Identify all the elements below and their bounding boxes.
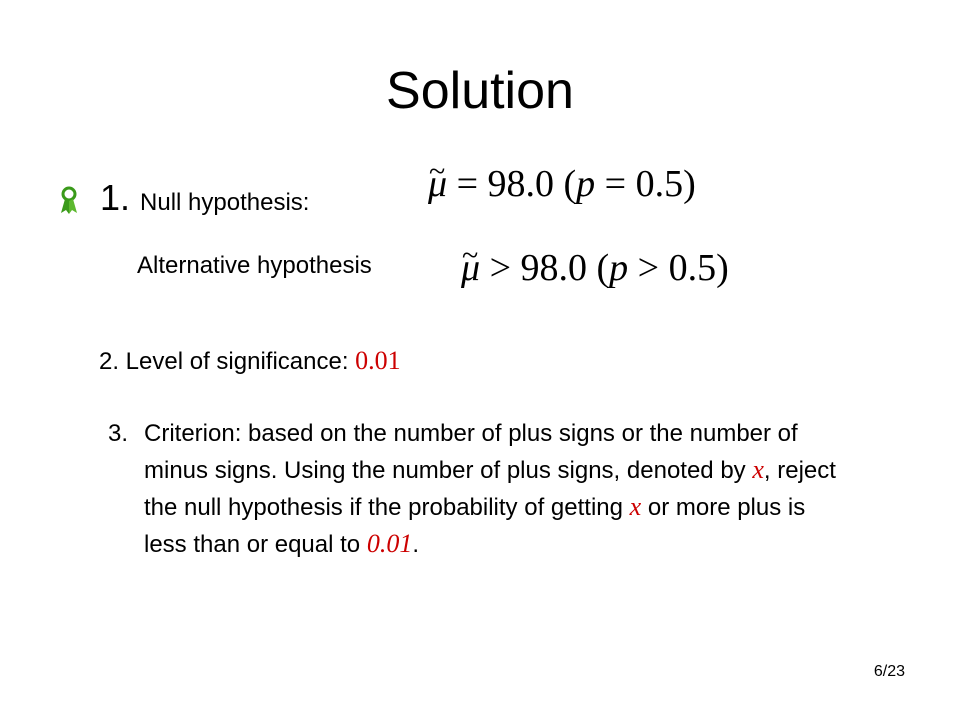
alternative-hypothesis-equation bbox=[461, 246, 729, 290]
criterion-text-d: . bbox=[412, 531, 419, 558]
criterion-value: 0.01 bbox=[366, 529, 413, 558]
item-1-text bbox=[100, 176, 309, 225]
null-hypothesis-label: Null hypothesis: bbox=[140, 189, 310, 216]
p-symbol: p bbox=[576, 163, 596, 205]
p-relation: = 0.5 bbox=[595, 163, 684, 205]
alternative-hypothesis-label: Alternative hypothesis bbox=[137, 252, 372, 279]
item-1-number: 1. bbox=[100, 177, 131, 218]
median-symbol: ~ μ bbox=[428, 162, 447, 206]
criterion-block bbox=[108, 416, 838, 563]
level-label: 2. Level of significance: bbox=[99, 348, 356, 375]
variable-x: x bbox=[752, 455, 764, 484]
page-number: 6/23 bbox=[873, 663, 905, 680]
green-ribbon-bullet-icon bbox=[58, 186, 80, 216]
variable-x-2: x bbox=[629, 492, 642, 521]
item-1-row bbox=[58, 176, 309, 225]
criterion-text-c: or more plus is less than or equal to bbox=[144, 494, 806, 558]
paren-open: ( bbox=[563, 163, 577, 205]
paren-open: ( bbox=[596, 247, 610, 289]
criterion-text-a: Criterion: based on the number of plus signs or the number of minus signs. Using the number of plus signs, denoted by bbox=[144, 420, 798, 484]
slide-title: Solution bbox=[386, 62, 574, 120]
criterion-number: 3. bbox=[108, 420, 129, 447]
null-hypothesis-equation bbox=[428, 162, 696, 206]
paren-close: ) bbox=[716, 247, 729, 289]
level-of-significance bbox=[99, 345, 401, 378]
significance-value: 0.01 bbox=[355, 346, 401, 375]
alt-relation: > 98.0 bbox=[480, 247, 597, 289]
paren-close: ) bbox=[683, 163, 696, 205]
p-relation: > 0.5 bbox=[628, 247, 717, 289]
criterion-text bbox=[144, 416, 838, 563]
median-symbol: ~ μ bbox=[461, 246, 480, 290]
criterion-text-b: , reject the null hypothesis if the probability of getting bbox=[144, 457, 836, 521]
p-symbol: p bbox=[609, 247, 629, 289]
null-relation: = 98.0 bbox=[447, 163, 564, 205]
